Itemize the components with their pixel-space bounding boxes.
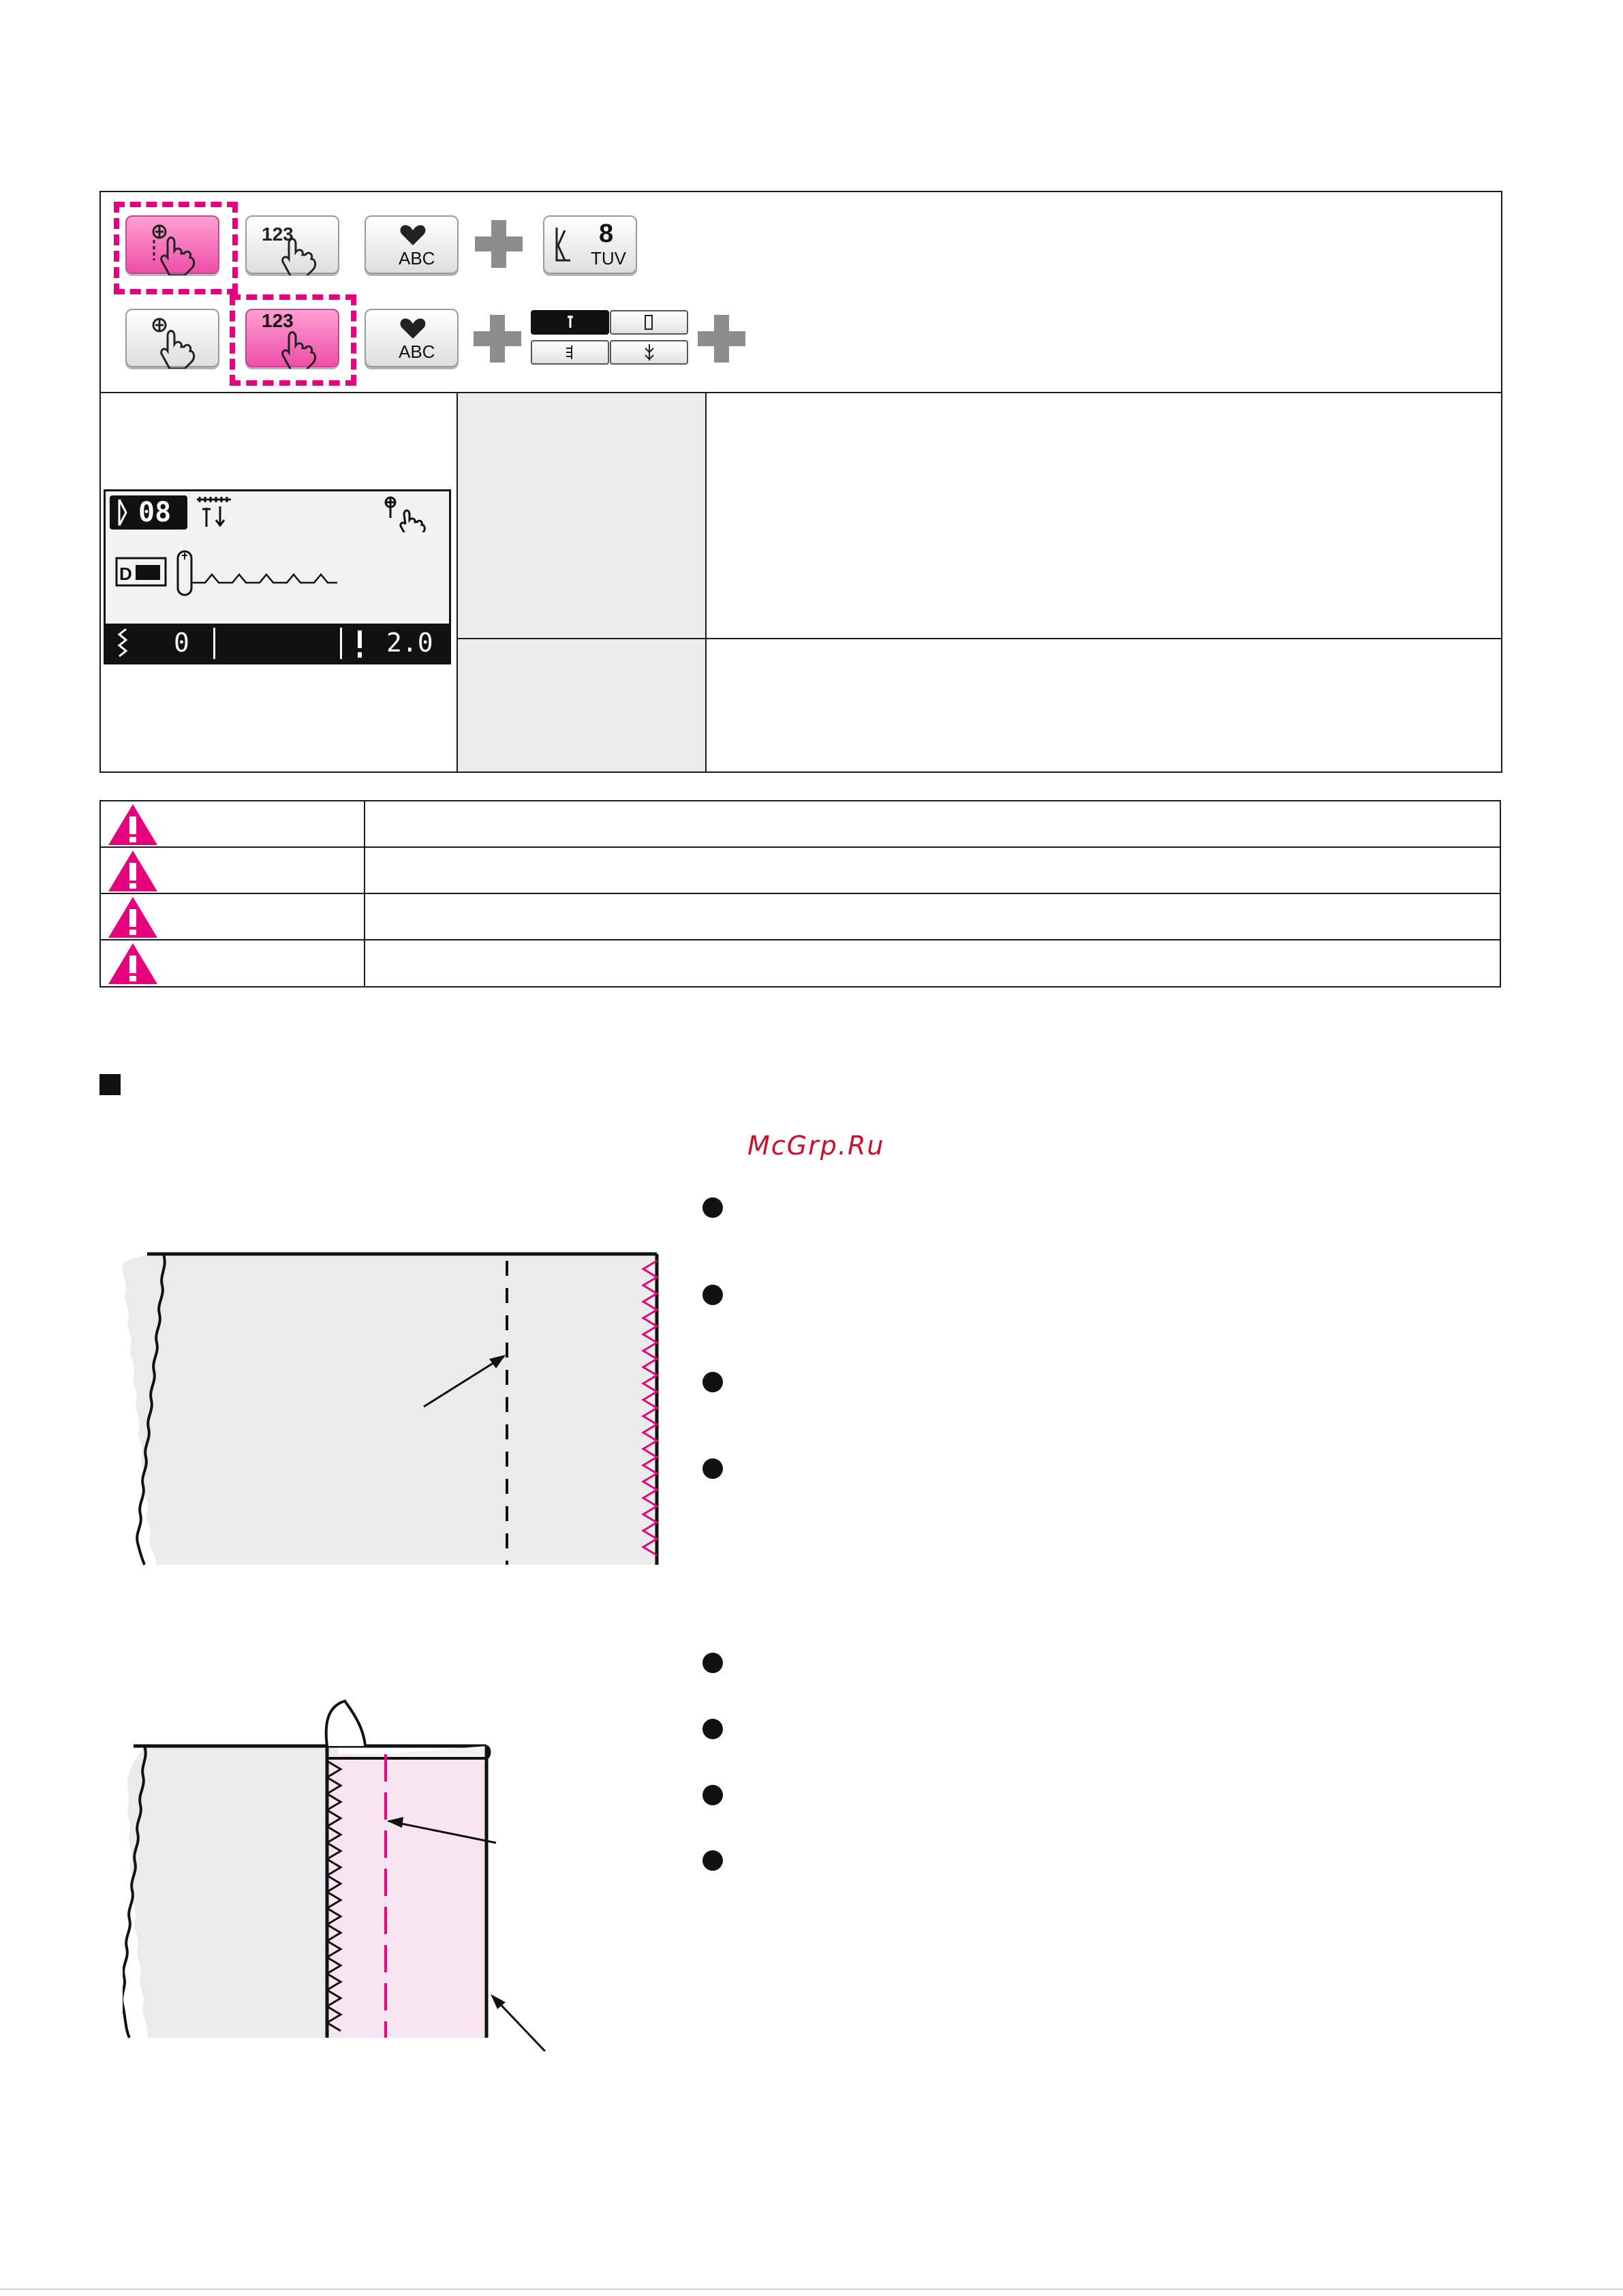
fabric-seam-illustration — [123, 1240, 668, 1581]
warning-triangle-icon — [106, 801, 160, 848]
bullet-point — [702, 1458, 723, 1479]
watermark: McGrp.Ru — [747, 1131, 885, 1161]
table-gray-column — [457, 393, 707, 771]
direct-key-8[interactable] — [543, 215, 637, 274]
status-divider-2 — [340, 628, 342, 659]
utility-stitch-icon — [127, 217, 221, 275]
bullet-point — [702, 1197, 723, 1218]
reinforcement-key[interactable] — [531, 340, 609, 365]
stitch-pattern-preview — [115, 549, 415, 610]
svg-text:D: D — [119, 564, 132, 584]
plus-sign-1 — [475, 220, 523, 268]
table-divider-2 — [705, 393, 707, 771]
rectangle-icon — [611, 311, 687, 333]
status-divider-1 — [213, 628, 215, 659]
key-letters-tuv: TUV — [591, 248, 626, 269]
plus-sign-2 — [474, 315, 521, 363]
warning-table — [99, 800, 1501, 988]
number-key[interactable] — [245, 215, 339, 274]
abc-label: ABC — [399, 248, 435, 269]
utility-stitch-key-row2[interactable] — [125, 309, 219, 367]
reinforcement-icon — [532, 341, 608, 363]
stitch-length-value: 2.0 — [386, 628, 433, 658]
table-row-divider — [457, 638, 1502, 639]
warning-triangle-icon — [106, 940, 160, 987]
stitch-width-icon — [112, 626, 140, 660]
section-marker-square — [99, 1074, 121, 1095]
lcd-screen — [104, 489, 451, 664]
key-number-8: 8 — [599, 219, 614, 248]
number-key-row2[interactable] — [245, 309, 339, 367]
bullet-point — [702, 1372, 723, 1392]
stitch-line-icon — [112, 495, 133, 530]
fabric-pink-layer — [327, 1754, 486, 2038]
utility-stitch-key[interactable] — [125, 215, 219, 274]
needle-position-key[interactable] — [531, 310, 609, 335]
pattern-number-box — [110, 495, 187, 530]
abc-label-row2: ABC — [399, 341, 435, 362]
needle-icon — [532, 311, 608, 333]
fabric-base — [127, 1746, 338, 2038]
stitch-width-value: 0 — [174, 628, 189, 658]
needle-down-icon — [611, 341, 687, 363]
lcd-status-bar — [106, 624, 449, 662]
warning-triangle-icon — [106, 894, 160, 940]
feed-dog-icon — [193, 494, 241, 532]
number-hand-icon-row2 — [247, 310, 341, 369]
warning-row-divider-2 — [101, 893, 1500, 894]
bullet-point — [702, 1719, 723, 1739]
pattern-number: 08 — [138, 497, 172, 528]
number-hand-icon — [247, 217, 341, 275]
warning-row-divider-3 — [101, 939, 1500, 940]
character-pattern-key[interactable] — [365, 215, 459, 274]
needle-down-key[interactable] — [610, 340, 688, 365]
fabric-piece — [123, 1254, 657, 1565]
folded-seam-illustration — [123, 1697, 559, 2051]
svg-text:123: 123 — [262, 224, 294, 245]
plus-sign-3 — [698, 315, 745, 363]
stitch-length-icon — [354, 626, 367, 660]
warning-row-divider-1 — [101, 846, 1500, 848]
presser-foot-hand-icon — [378, 494, 446, 532]
page-bottom-rule — [0, 2289, 1623, 2290]
reverse-stitch-key[interactable] — [610, 310, 688, 335]
key-123-label: 123 — [262, 310, 294, 331]
bullet-point — [702, 1785, 723, 1805]
utility-stitch-icon-row2 — [127, 310, 221, 369]
character-pattern-key-row2[interactable] — [365, 309, 459, 367]
warning-triangle-icon — [106, 848, 160, 894]
bullet-point — [702, 1653, 723, 1673]
bullet-point — [702, 1850, 723, 1871]
fabric-corner-fold — [326, 1701, 365, 1746]
table-divider-1 — [457, 393, 458, 771]
bullet-point — [702, 1285, 723, 1305]
